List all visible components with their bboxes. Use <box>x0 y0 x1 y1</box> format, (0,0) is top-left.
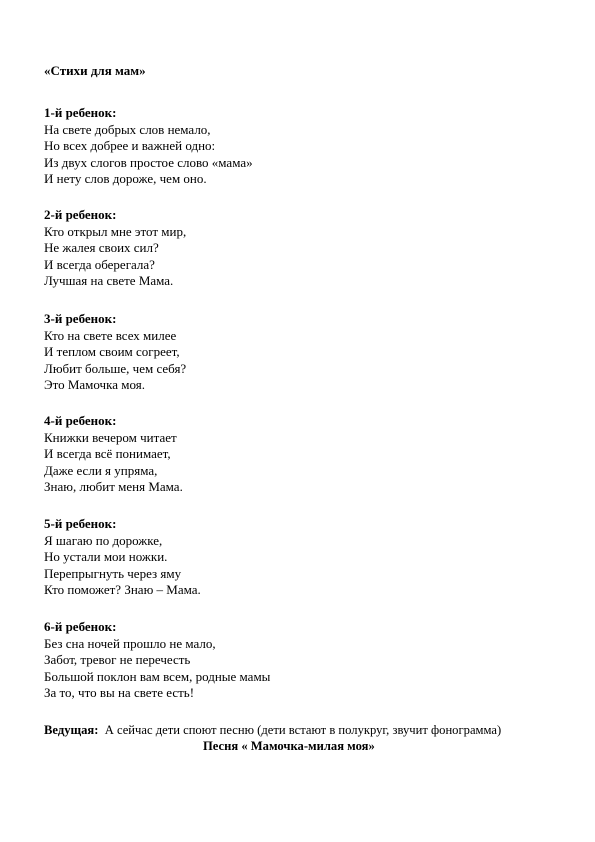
stanza-line: На свете добрых слов немало, <box>44 121 211 137</box>
stanza-line: За то, что вы на свете есть! <box>44 685 195 700</box>
stanza-line: Без сна ночей прошло не мало, <box>44 635 216 651</box>
stanza-speaker: 3-й ребенок: <box>44 311 117 326</box>
stanza-6 <box>44 619 544 702</box>
stanza-line: И всегда оберегала? <box>44 256 155 272</box>
stanza-speaker: 5-й ребенок: <box>44 516 117 531</box>
stanza-1 <box>44 105 544 188</box>
stanza-line: Это Мамочка моя. <box>44 377 145 392</box>
stanza-line: Знаю, любит меня Мама. <box>44 479 183 494</box>
host-text: А сейчас дети споют песню (дети встают в полукруг, звучит фонограмма) <box>104 723 502 737</box>
stanza-line: Не жалея своих сил? <box>44 240 159 255</box>
song-title: Песня « Мамочка-милая моя» <box>203 739 375 753</box>
stanza-line: Любит больше, чем себя? <box>44 360 187 376</box>
stanza-line: Перепрыгнуть через яму <box>44 565 182 581</box>
stanza-line: И теплом своим согреет, <box>44 344 180 359</box>
host-remark <box>44 722 501 738</box>
stanza-line: Из двух слогов простое слово «мама» <box>44 154 253 170</box>
stanza-line: Но устали мои ножки. <box>44 549 168 564</box>
stanza-speaker: 2-й ребенок: <box>44 207 117 222</box>
stanza-line: И нету слов дороже, чем оно. <box>44 171 207 186</box>
stanza-speaker: 4-й ребенок: <box>44 413 117 428</box>
stanza-line: Даже если я упряма, <box>44 462 158 478</box>
stanza-line: Кто поможет? Знаю – Мама. <box>44 582 201 597</box>
stanza-line: Я шагаю по дорожке, <box>44 532 163 548</box>
stanza-5 <box>44 516 544 599</box>
stanza-line: И всегда всё понимает, <box>44 446 171 461</box>
stanza-line: Забот, тревог не перечесть <box>44 652 191 667</box>
document-title: «Стихи для мам» <box>44 63 146 78</box>
stanza-2 <box>44 207 544 290</box>
stanza-speaker: 6-й ребенок: <box>44 619 117 634</box>
stanza-speaker: 1-й ребенок: <box>44 105 117 120</box>
stanza-line: Большой поклон вам всем, родные мамы <box>44 668 271 684</box>
stanza-line: Лучшая на свете Мама. <box>44 273 174 288</box>
stanza-3 <box>44 311 544 394</box>
stanza-4 <box>44 413 544 496</box>
host-label: Ведущая: <box>44 723 99 737</box>
stanza-line: Кто открыл мне этот мир, <box>44 223 187 239</box>
stanza-line: Но всех добрее и важней одно: <box>44 138 216 153</box>
stanza-line: Книжки вечером читает <box>44 429 177 445</box>
stanza-line: Кто на свете всех милее <box>44 327 177 343</box>
